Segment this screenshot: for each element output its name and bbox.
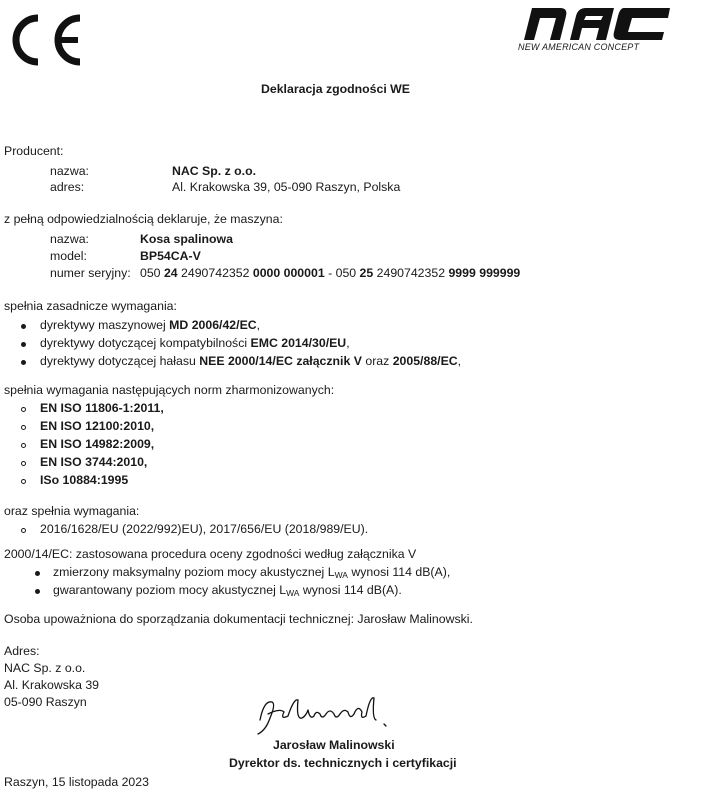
signatory-name: Jarosław Malinowski	[273, 738, 395, 752]
machine-name-value: Kosa spalinowa	[140, 232, 233, 246]
requirement-item: dyrektywy dotyczącej hałasu NEE 2000/14/EC załącznik V oraz 2005/88/EC,	[40, 354, 462, 368]
norm-item: EN ISO 12100:2010,	[40, 419, 155, 433]
machine-intro: z pełną odpowiedzialnością deklaruje, że maszyna:	[4, 212, 283, 226]
norm-item: EN ISO 14982:2009,	[40, 437, 155, 451]
noise-item: zmierzony maksymalny poziom mocy akustycznej LWA wynosi 114 dB(A),	[53, 565, 451, 580]
norms-intro: spełnia wymagania następujących norm zharmonizowanych:	[4, 383, 335, 397]
ce-mark-logo	[8, 10, 88, 70]
requirement-item: dyrektywy maszynowej MD 2006/42/EC,	[40, 318, 261, 332]
address-label: Adres:	[4, 644, 40, 658]
bullet-icon	[35, 589, 40, 594]
machine-name-label: nazwa:	[50, 232, 89, 246]
also-intro: oraz spełnia wymagania:	[4, 504, 140, 518]
machine-serial-label: numer seryjny:	[50, 266, 131, 280]
norm-item: EN ISO 11806-1:2011,	[40, 401, 164, 415]
machine-serial-value: 050 24 2490742352 0000 000001 - 050 25 2490742352 9999 999999	[140, 266, 521, 280]
circle-bullet-icon	[21, 425, 26, 430]
circle-bullet-icon	[21, 479, 26, 484]
nac-brand-logo	[516, 4, 672, 42]
producer-address-value: Al. Krakowska 39, 05-090 Raszyn, Polska	[172, 180, 401, 194]
address-line: 05-090 Raszyn	[4, 695, 87, 709]
producer-name-value: NAC Sp. z o.o.	[172, 164, 257, 178]
address-line: Al. Krakowska 39	[4, 678, 100, 692]
place-date: Raszyn, 15 listopada 2023	[4, 775, 149, 789]
bullet-icon	[21, 360, 26, 365]
requirements-intro: spełnia zasadnicze wymagania:	[4, 299, 177, 313]
noise-item: gwarantowany poziom mocy akustycznej LWA wynosi 114 dB(A).	[53, 583, 402, 598]
authorized-person: Osoba upoważniona do sporządzania dokumentacji technicznej: Jarosław Malinowski.	[4, 612, 473, 626]
norm-item: ISo 10884:1995	[40, 473, 129, 487]
signatory-role: Dyrektor ds. technicznych i certyfikacji	[229, 756, 457, 770]
bullet-icon	[35, 571, 40, 576]
producer-label: Producent:	[4, 144, 64, 158]
producer-name-label: nazwa:	[50, 164, 89, 178]
document-title: Deklaracja zgodności WE	[261, 82, 410, 96]
circle-bullet-icon	[21, 461, 26, 466]
machine-model-label: model:	[50, 249, 87, 263]
circle-bullet-icon	[21, 528, 26, 533]
circle-bullet-icon	[21, 407, 26, 412]
address-line: NAC Sp. z o.o.	[4, 661, 86, 675]
handwritten-signature	[250, 690, 400, 738]
norm-item: EN ISO 3744:2010,	[40, 455, 148, 469]
machine-model-value: BP54CA-V	[140, 249, 201, 263]
bullet-icon	[21, 342, 26, 347]
brand-tagline: NEW AMERICAN CONCEPT	[518, 42, 640, 52]
noise-intro: 2000/14/EC: zastosowana procedura oceny zgodności według załącznika V	[4, 547, 417, 561]
also-item: 2016/1628/EU (2022/992)EU), 2017/656/EU (2018/989/EU).	[40, 522, 369, 536]
producer-address-label: adres:	[50, 180, 85, 194]
bullet-icon	[21, 324, 26, 329]
circle-bullet-icon	[21, 443, 26, 448]
requirement-item: dyrektywy dotyczącej kompatybilności EMC 2014/30/EU,	[40, 336, 350, 350]
